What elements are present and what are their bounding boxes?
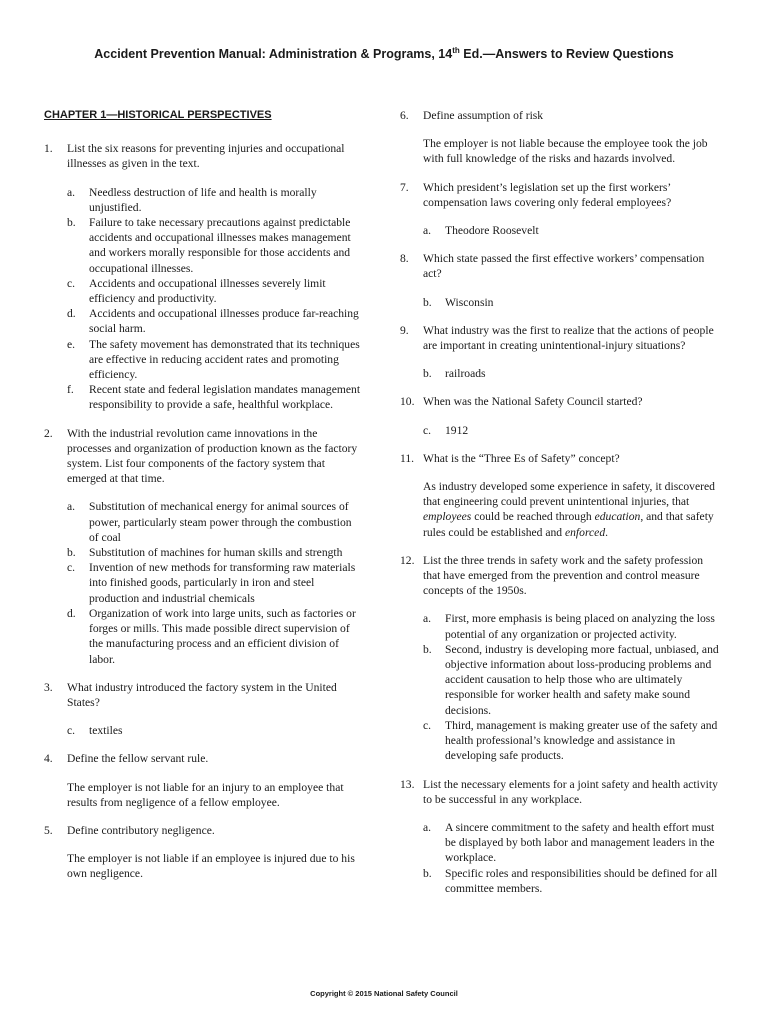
list-item [67, 185, 364, 215]
item-label: c. [423, 718, 432, 732]
question-12 [400, 553, 722, 599]
item-label: c. [423, 423, 432, 437]
item-text: The safety movement has demonstrated that its techniques are effective in reducing accident rates and promoting efficiency. [89, 337, 360, 382]
question-text: Which president’s legislation set up the first workers’ compensation laws covering only federal employees? [423, 180, 672, 209]
list-item [67, 276, 364, 306]
question-13 [400, 777, 722, 807]
question-text: With the industrial revolution came innovations in the processes and organization of production known as the factory system. List four components of the factory system that emerged at that time. [67, 426, 358, 486]
answer-text: As industry developed some experience in safety, it discovered that engineering could prevent unintentional injuries, that [423, 480, 715, 509]
list-item [67, 382, 364, 412]
list-item [423, 866, 722, 896]
question-9 [400, 323, 722, 353]
answer-5: The employer is not liable if an employee is injured due to his own negligence. [67, 852, 355, 881]
right-column [400, 108, 722, 909]
answer-list-1 [44, 185, 364, 413]
question-4 [44, 751, 364, 766]
item-text: Wisconsin [445, 295, 494, 309]
answer-list-12 [400, 611, 722, 763]
answer-emphasis: enforced [564, 525, 606, 539]
question-number: 4. [44, 752, 53, 766]
question-text: What industry was the first to realize that the actions of people are important in creating unintentional-injury situations? [423, 323, 714, 353]
item-text: Recent state and federal legislation mandates management responsibility to provide a safe, healthful workplace. [89, 383, 361, 412]
list-item [67, 337, 364, 383]
list-item [67, 499, 364, 545]
list-item [423, 820, 722, 866]
list-item [423, 642, 722, 718]
answer-list-10 [400, 423, 722, 438]
answer-list-2 [44, 499, 364, 666]
question-text: Which state passed the first effective workers’ compensation act? [423, 252, 705, 281]
item-text: Specific roles and responsibilities should be defined for all committee members. [445, 866, 718, 895]
answer-11 [423, 479, 722, 540]
item-label: b. [423, 295, 432, 309]
question-number: 13. [400, 777, 415, 791]
list-item [423, 295, 722, 310]
chapter-heading: CHAPTER 1—HISTORICAL PERSPECTIVES [44, 109, 272, 121]
item-label: d. [67, 606, 76, 620]
question-number: 10. [400, 395, 415, 409]
question-text: List the three trends in safety work and the safety profession that have emerged from the prevention and control measure concepts of the 1950s. [423, 553, 704, 598]
header-title-sup: th [452, 46, 460, 55]
copyright-footer: Copyright © 2015 National Safety Council [310, 989, 458, 998]
question-number: 3. [44, 680, 53, 694]
question-number: 9. [400, 323, 409, 337]
question-11 [400, 451, 722, 466]
answer-4: The employer is not liable for an injury to an employee that results from negligence of a fellow employee. [67, 780, 344, 809]
item-label: f. [67, 383, 74, 397]
question-6 [400, 108, 722, 123]
question-3 [44, 680, 364, 710]
item-text: Second, industry is developing more factual, unbiased, and objective information about loss-producing problems and accident causation to help those who are ultimately responsible for worker health and safety make sound decisions. [445, 642, 719, 717]
question-text: Define contributory negligence. [67, 823, 215, 837]
item-text: Failure to take necessary precautions against predictable accidents and occupational illnesses makes management and workers morally responsible for those accidents and occupational illnesses. [89, 216, 351, 275]
answer-text: , and that safety rules could be established and [423, 510, 714, 539]
item-text: Organization of work into large units, such as factories or forges or mills. This made possible direct supervision of the manufacturing process and an efficient division of labor. [89, 606, 356, 666]
question-number: 12. [400, 553, 415, 567]
question-10 [400, 394, 722, 409]
item-label: c. [67, 276, 76, 290]
item-text: Needless destruction of life and health is morally unjustified. [89, 185, 317, 214]
answer-list-3 [44, 723, 364, 738]
list-item [67, 606, 364, 667]
item-label: b. [423, 642, 432, 656]
answer-list-9 [400, 366, 722, 381]
question-number: 2. [44, 426, 53, 440]
list-item [423, 611, 722, 641]
item-text: Accidents and occupational illnesses produce far-reaching social harm. [89, 307, 359, 336]
item-label: a. [423, 224, 432, 238]
answer-list-8 [400, 295, 722, 310]
list-item [67, 723, 364, 738]
list-item [423, 366, 722, 381]
item-text: 1912 [445, 423, 469, 437]
item-text: Substitution of machines for human skills and strength [89, 546, 343, 560]
item-label: c. [67, 724, 76, 738]
answer-text: . [605, 525, 609, 539]
answer-list-13 [400, 820, 722, 896]
item-text: First, more emphasis is being placed on analyzing the loss potential of any organization or projected activity. [445, 612, 715, 641]
item-label: b. [423, 866, 432, 880]
item-label: b. [423, 367, 432, 381]
item-text: A sincere commitment to the safety and health effort must be displayed by both labor and management leaders in the workplace. [445, 820, 715, 865]
item-label: a. [67, 185, 76, 199]
list-item [423, 718, 722, 764]
item-text: Accidents and occupational illnesses severely limit efficiency and productivity. [89, 276, 326, 306]
list-item [67, 306, 364, 336]
answer-emphasis: education [594, 510, 641, 524]
left-column [44, 108, 364, 895]
item-label: a. [423, 612, 432, 626]
question-text: Define the fellow servant rule. [67, 752, 209, 766]
item-label: b. [67, 216, 76, 230]
question-text: What is the “Three Es of Safety” concept? [423, 451, 620, 465]
question-number: 11. [400, 451, 415, 465]
question-text: Define assumption of risk [423, 109, 544, 122]
item-text: textiles [89, 724, 123, 738]
question-2 [44, 426, 364, 487]
question-text: List the necessary elements for a joint safety and health activity to be successful in any workplace. [423, 777, 718, 806]
item-text: Invention of new methods for transforming raw materials into finished goods, particularly in iron and steel production and industrial chemicals [89, 561, 356, 605]
list-item [67, 560, 364, 606]
item-text: Theodore Roosevelt [445, 224, 539, 238]
item-text: Third, management is making greater use of the safety and health professional’s knowledge and assistance in developing safe products. [445, 718, 718, 763]
list-item [67, 545, 364, 560]
page-header [0, 46, 768, 61]
list-item [423, 423, 722, 438]
question-8 [400, 251, 722, 281]
question-number: 8. [400, 252, 409, 266]
item-label: c. [67, 561, 76, 575]
answer-emphasis: employees [423, 510, 472, 524]
item-label: b. [67, 546, 76, 560]
item-label: a. [67, 500, 76, 514]
question-text: What industry introduced the factory system in the United States? [67, 680, 337, 709]
answer-list-7 [400, 223, 722, 238]
list-item [423, 223, 722, 238]
question-1 [44, 141, 364, 171]
question-7 [400, 180, 722, 210]
item-text: Substitution of mechanical energy for animal sources of power, particularly steam power through the combustion of coal [89, 500, 352, 544]
question-number: 6. [400, 109, 409, 122]
item-text: railroads [445, 367, 486, 381]
question-5 [44, 823, 364, 838]
header-title-prefix: Accident Prevention Manual: Administration & Programs, 14 [94, 47, 453, 62]
item-label: a. [423, 820, 432, 834]
item-label: d. [67, 307, 76, 321]
question-number: 5. [44, 823, 53, 837]
answer-6: The employer is not liable because the employee took the job with full knowledge of the risks and hazards involved. [423, 137, 708, 166]
item-label: e. [67, 337, 76, 351]
question-number: 1. [44, 142, 53, 156]
answer-text: could be reached through [471, 510, 595, 524]
question-text: When was the National Safety Council started? [423, 395, 643, 409]
question-text: List the six reasons for preventing injuries and occupational illnesses as given in the text. [67, 142, 345, 171]
question-number: 7. [400, 180, 409, 194]
list-item [67, 215, 364, 276]
header-title-suffix: Ed.—Answers to Review Questions [459, 47, 674, 62]
